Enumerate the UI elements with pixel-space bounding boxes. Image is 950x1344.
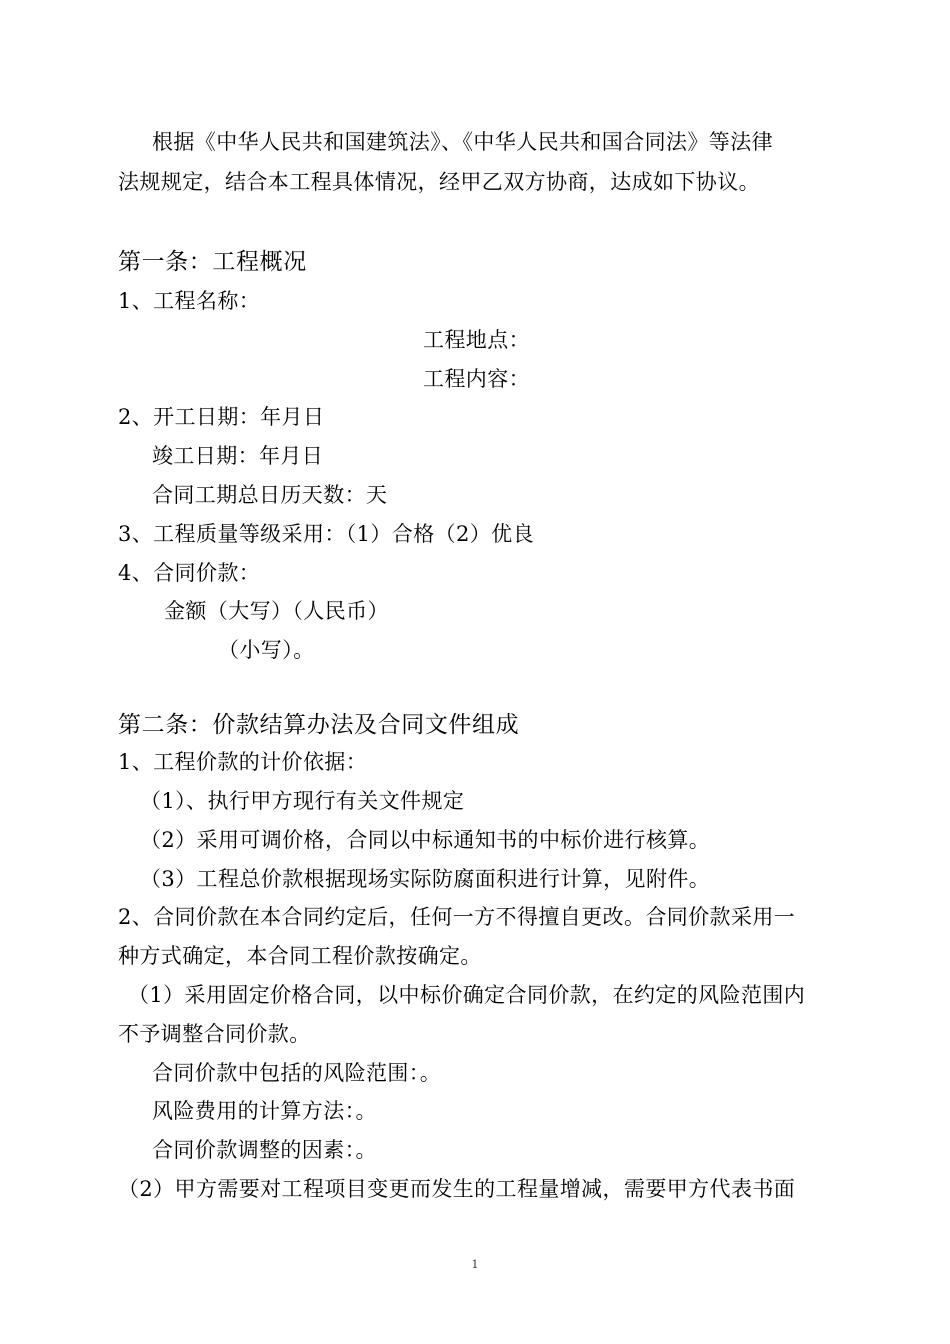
start-date-line: 2、开工日期：年月日 [118,405,325,429]
pricing-basis-item-2: （2）采用可调价格，合同以中标通知书的中标价进行核算。 [140,828,711,852]
pricing-basis-item-3: （3）工程总价款根据现场实际防腐面积进行计算，见附件。 [140,867,711,891]
article-2-heading: 第二条：价款结算办法及合同文件组成 [118,712,520,738]
clause-2-line-1: 2、合同价款在本合同约定后，任何一方不得擅自更改。合同价款采用一 [118,905,796,929]
project-location-label: 工程地点： [423,328,530,352]
intro-line-1: 根据《中华人民共和国建筑法》、《中华人民共和国合同法》等法律 [152,130,773,154]
risk-fee-line: 风险费用的计算方法：。 [152,1099,377,1123]
end-date-line: 竣工日期：年月日 [152,444,324,468]
fixed-price-line-2: 不予调整合同价款。 [118,1022,311,1046]
intro-line-2: 法规规定，结合本工程具体情况，经甲乙双方协商，达成如下协议。 [118,170,760,194]
pricing-basis-item-1: （1）、执行甲方现行有关文件规定 [140,789,465,813]
amount-upper-line: 金额（大写）（人民币） [164,599,389,623]
adjust-factor-line: 合同价款调整的因素：。 [152,1138,377,1162]
pricing-basis-label: 1、工程价款的计价依据： [118,750,368,774]
page-number: 1 [471,1258,479,1271]
clause-2-line-2: 种方式确定，本合同工程价款按确定。 [118,944,482,968]
project-content-label: 工程内容： [423,367,530,391]
fixed-price-line-1: （1）采用固定价格合同，以中标价确定合同价款，在约定的风险范围内 [128,983,806,1007]
amount-lower-line: （小写）。 [218,638,315,662]
change-line: （2）甲方需要对工程项目变更而发生的工程量增减，需要甲方代表书面 [118,1177,796,1201]
quality-line: 3、工程质量等级采用：（1）合格（2）优良 [118,522,534,546]
duration-line: 合同工期总日历天数：天 [152,483,388,507]
contract-price-label: 4、合同价款： [118,561,261,585]
risk-scope-line: 合同价款中包括的风险范围：。 [152,1061,442,1085]
article-1-heading: 第一条：工程概况 [118,249,307,275]
project-name-label: 1、工程名称： [118,289,261,313]
